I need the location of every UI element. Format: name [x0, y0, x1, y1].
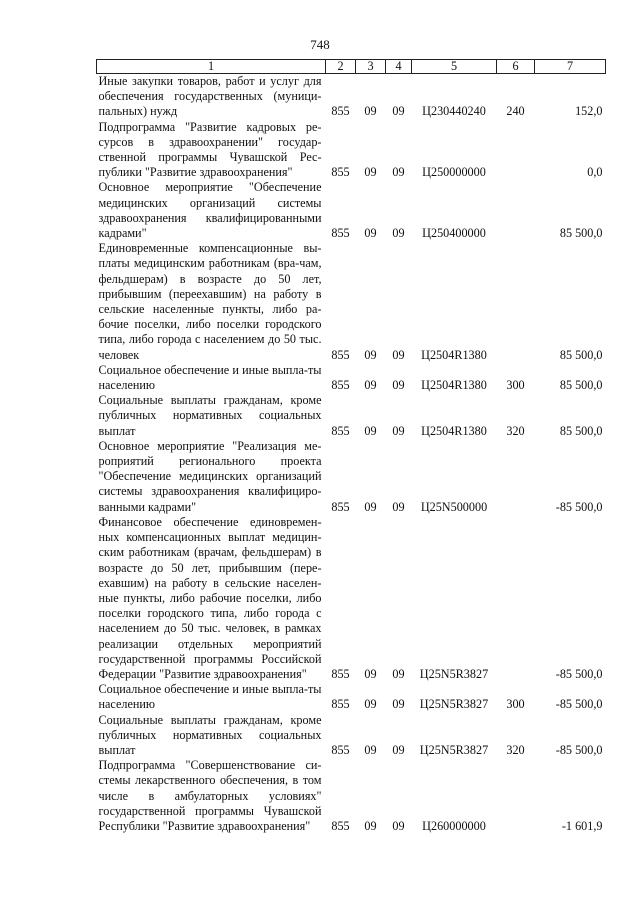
row-expense-type: 320: [506, 423, 525, 438]
row-expense-type: 240: [506, 104, 525, 119]
header-col-1: 1: [97, 60, 326, 74]
row-target-article: Ц2504R1380: [421, 423, 487, 438]
row-section: 09: [364, 697, 377, 712]
row-target-article: Ц230440240: [422, 104, 486, 119]
row-name: Финансовое обеспечение единовремен-ных компенсационных выплат медицин-ским работникам (врачам, фельдшерам) в возрасте до 50 лет, прибывшим (пере-ехавшим) на работу в сельские населен-ные пункты, либо рабочие поселки, либо поселки городского типа, либо города с населением до 50 тыс. человек, в рамках реализации отдельных мероприятий государственной программы Российской Федерации "Развитие здравоохранения": [98, 514, 322, 681]
header-row: [97, 60, 606, 74]
table-row: [97, 515, 606, 682]
row-name: Социальное обеспечение и иные выпла-ты населению: [98, 362, 322, 393]
row-subsection: 09: [392, 165, 405, 180]
row-ministry-code: 855: [331, 666, 350, 681]
row-ministry-code: 855: [331, 423, 350, 438]
row-ministry-code: 855: [331, 165, 350, 180]
row-section: 09: [364, 165, 377, 180]
row-name: Основное мероприятие "Реализация ме-роприятий регионального проекта "Обеспечение медицинских организаций системы здравоохранения квалифициро-ванными кадрами": [98, 438, 322, 514]
row-name: Основное мероприятие "Обеспечение медицинских организаций системы здравоохранения квалифицированными кадрами": [98, 180, 322, 241]
row-section: 09: [364, 818, 377, 833]
row-target-article: Ц250000000: [422, 165, 486, 180]
row-section: 09: [364, 499, 377, 514]
row-target-article: Ц25N5R3827: [419, 697, 489, 712]
row-ministry-code: 855: [331, 378, 350, 393]
header-col-4: 4: [386, 60, 412, 74]
row-name: Подпрограмма "Совершенствование си-стемы лекарственного обеспечения, в том числе в амбулаторных условиях" государственной программы Чувашской Республики "Развитие здравоохранения": [98, 758, 322, 833]
row-subsection: 09: [392, 423, 405, 438]
row-expense-type: 300: [506, 697, 525, 712]
header-col-5: 5: [412, 60, 497, 74]
table-row: [97, 713, 606, 759]
row-subsection: 09: [392, 697, 405, 712]
table-row: [97, 120, 606, 181]
row-amount: -85 500,0: [555, 742, 603, 757]
row-name: Социальные выплаты гражданам, кроме публичных нормативных социальных выплат: [98, 393, 322, 438]
row-expense-type: [497, 758, 535, 834]
row-amount: 85 500,0: [559, 423, 603, 438]
header-col-2: 2: [326, 60, 356, 74]
row-amount: -85 500,0: [555, 499, 603, 514]
row-target-article: Ц260000000: [422, 818, 486, 833]
row-target-article: Ц25N500000: [420, 499, 488, 514]
row-name: Социальное обеспечение и иные выпла-ты населению: [98, 682, 322, 712]
table-body: [97, 74, 606, 835]
table-row: [97, 682, 606, 712]
row-subsection: 09: [392, 499, 405, 514]
row-expense-type: [497, 241, 535, 363]
row-expense-type: [497, 515, 535, 682]
row-name: Социальные выплаты гражданам, кроме публичных нормативных социальных выплат: [98, 712, 322, 757]
header-col-7: 7: [535, 60, 606, 74]
row-name: Подпрограмма "Развитие кадровых ре-сурсов в здравоохранении" государ-ственной программы Чувашской Рес-публики "Развитие здравоохранения": [98, 119, 322, 180]
row-amount: 0,0: [587, 165, 603, 180]
row-ministry-code: 855: [331, 347, 350, 362]
row-subsection: 09: [392, 742, 405, 757]
row-subsection: 09: [392, 378, 405, 393]
table-row: [97, 758, 606, 834]
row-subsection: 09: [392, 818, 405, 833]
row-target-article: Ц2504R1380: [421, 378, 487, 393]
row-subsection: 09: [392, 226, 405, 241]
table-row: [97, 241, 606, 363]
row-subsection: 09: [392, 666, 405, 681]
row-amount: 85 500,0: [559, 378, 603, 393]
row-section: 09: [364, 104, 377, 119]
budget-table: [96, 59, 606, 834]
row-expense-type: [497, 120, 535, 181]
row-section: 09: [364, 347, 377, 362]
row-section: 09: [364, 742, 377, 757]
row-amount: 152,0: [575, 104, 603, 119]
row-section: 09: [364, 226, 377, 241]
row-target-article: Ц25N5R3827: [419, 666, 489, 681]
row-expense-type: 320: [506, 742, 525, 757]
table-row: [97, 363, 606, 393]
row-ministry-code: 855: [331, 104, 350, 119]
row-target-article: Ц250400000: [422, 226, 486, 241]
row-ministry-code: 855: [331, 499, 350, 514]
row-subsection: 09: [392, 347, 405, 362]
row-amount: -85 500,0: [555, 666, 603, 681]
header-col-3: 3: [356, 60, 386, 74]
table-header: [97, 60, 606, 74]
table-row: [97, 74, 606, 120]
header-col-6: 6: [497, 60, 535, 74]
row-amount: -1 601,9: [561, 818, 603, 833]
row-name: Единовременные компенсационные вы-платы медицинским работникам (вра-чам, фельдшерам) в возрасте до 50 лет, прибывшим (переехавшим) на работу в сельские населенные пункты, либо ра-бочие поселки, либо поселки городского типа, либо города с населением до 50 тыс. человек: [98, 241, 322, 362]
row-expense-type: [497, 439, 535, 515]
row-subsection: 09: [392, 104, 405, 119]
row-amount: 85 500,0: [559, 347, 603, 362]
row-amount: -85 500,0: [555, 697, 603, 712]
row-ministry-code: 855: [331, 818, 350, 833]
row-section: 09: [364, 666, 377, 681]
row-target-article: Ц2504R1380: [421, 347, 487, 362]
row-ministry-code: 855: [331, 742, 350, 757]
row-expense-type: 300: [506, 378, 525, 393]
row-section: 09: [364, 423, 377, 438]
row-amount: 85 500,0: [559, 226, 603, 241]
table-row: [97, 393, 606, 439]
row-expense-type: [497, 180, 535, 241]
row-ministry-code: 855: [331, 697, 350, 712]
row-name: Иные закупки товаров, работ и услуг для обеспечения государственных (муници-пальных) нужд: [98, 74, 322, 119]
table-row: [97, 439, 606, 515]
row-ministry-code: 855: [331, 226, 350, 241]
page-number: 748: [310, 37, 330, 52]
table-row: [97, 180, 606, 241]
row-target-article: Ц25N5R3827: [419, 742, 489, 757]
row-section: 09: [364, 378, 377, 393]
